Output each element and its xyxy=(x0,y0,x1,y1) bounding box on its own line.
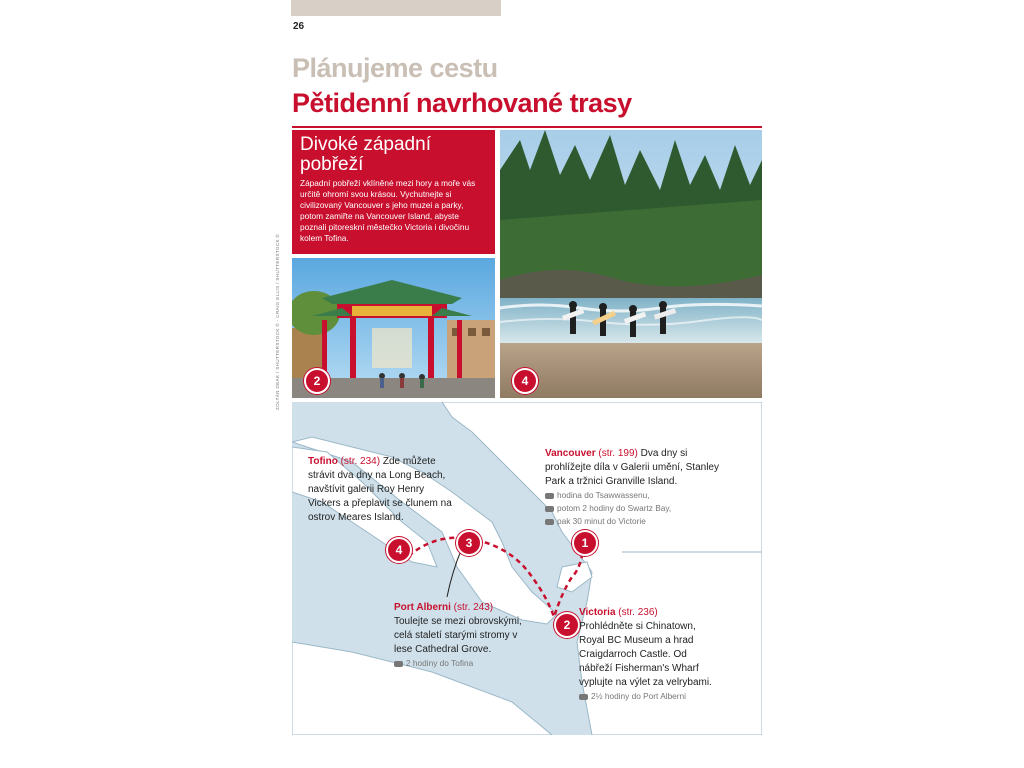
stop-name: Tofino xyxy=(308,456,338,467)
travel-text: hodina do Tsawwassenu, xyxy=(557,490,650,500)
photo-chinatown-gate xyxy=(292,258,495,398)
travel-text: 2½ hodiny do Port Alberni xyxy=(591,691,687,701)
travel-info xyxy=(545,489,725,528)
photo-badge-beach: 4 xyxy=(512,368,538,394)
car-icon xyxy=(394,661,403,667)
chapter-tab xyxy=(291,0,501,16)
map-badge-2: 2 xyxy=(554,612,580,638)
page-title: Pětidenní navrhované trasy xyxy=(292,88,632,118)
title-rule xyxy=(292,126,762,128)
travel-text: pak 30 minut do Victorie xyxy=(557,516,646,526)
stop-name: Vancouver xyxy=(545,448,596,459)
map-badge-3: 3 xyxy=(456,530,482,556)
stop-name: Victoria xyxy=(579,607,616,618)
callout-port-alberni xyxy=(394,601,524,670)
car-icon xyxy=(545,493,554,499)
travel-text: 2 hodiny do Tofina xyxy=(406,658,474,668)
callout-victoria xyxy=(579,606,719,703)
car-icon xyxy=(579,694,588,700)
callout-vancouver xyxy=(545,447,725,528)
stop-description: Zde můžete strávit dva dny na Long Beach, navštívit galerii Roy Henry Vickers a přeplavit se člunem na ostrov Meares Island. xyxy=(308,456,452,523)
stop-description: Prohlédněte si Chinatown, Royal BC Museum a hrad Craigdarroch Castle. Od nábřeží Fisherman's Wharf vyplujte na výlet za velrybami. xyxy=(579,621,712,688)
intro-text: Západní pobřeží vklíněné mezi hory a moře vás určitě ohromí svou krásou. Vychutnejte si civilizovaný Vancouver s jeho muzei a parky, potom zamiřte na Vancouver Island, abyste poznali pitoreskní městečko Victoria i divočinu kolem Tofina. xyxy=(300,178,476,243)
travel-info xyxy=(579,690,719,703)
stop-pageref: (str. 243) xyxy=(453,602,494,613)
stop-description: Toulejte se mezi obrovskými, celá staletí starými stromy v lese Cathedral Grove. xyxy=(394,616,522,655)
stop-description: Dva dny si prohlížejte díla v Galerii umění, Stanley Park a tržnici Granville Island. xyxy=(545,448,719,487)
stop-pageref: (str. 234) xyxy=(340,456,381,467)
stop-pageref: (str. 199) xyxy=(598,448,638,459)
intro-heading-line1: Divoké západní xyxy=(300,134,431,155)
photo-credit: ZOLTÁN DEÁK / SHUTTERSTOCK © · CRAIG ELLIS / SHUTTERSTOCK © xyxy=(275,233,280,410)
photo-long-beach-surfers xyxy=(500,130,762,398)
stop-name: Port Alberni xyxy=(394,602,451,613)
car-icon xyxy=(545,519,554,525)
stop-pageref: (str. 236) xyxy=(618,607,658,618)
map-badge-4: 4 xyxy=(386,537,412,563)
photo-badge-gate: 2 xyxy=(304,368,330,394)
callout-tofino xyxy=(308,455,458,525)
travel-info xyxy=(394,657,524,670)
intro-box xyxy=(292,130,495,254)
map-badge-1: 1 xyxy=(572,530,598,556)
ferry-icon xyxy=(545,506,554,512)
page-number: 26 xyxy=(293,21,305,32)
intro-heading xyxy=(300,135,487,175)
intro-heading-line2: pobřeží xyxy=(300,154,364,175)
travel-text: potom 2 hodiny do Swartz Bay, xyxy=(557,503,672,513)
long-beach-illustration xyxy=(500,130,762,398)
section-kicker: Plánujeme cestu xyxy=(292,53,498,83)
